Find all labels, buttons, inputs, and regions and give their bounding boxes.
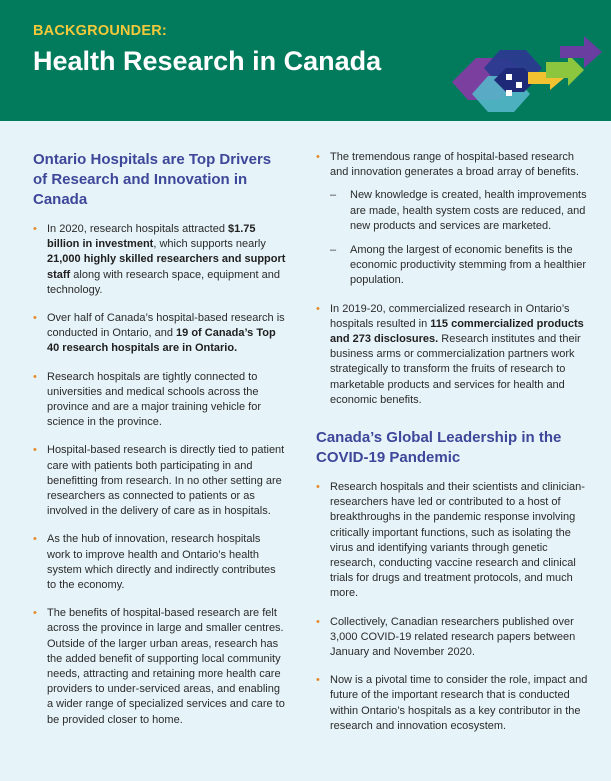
- bullet-item: [33, 311, 286, 357]
- right-bullet-list-1: [316, 150, 588, 408]
- bullet-item: [316, 615, 588, 661]
- bullet-text: In 2020, research hospitals attracted: [47, 223, 228, 235]
- bullet-text: The tremendous range of hospital-based research and innovation generates a broad array of benefits.: [330, 151, 579, 179]
- bullet-text-bold: 21,000 highly skilled researchers and support staff: [47, 253, 286, 281]
- bullet-item: [33, 222, 286, 298]
- bullet-item: [316, 150, 588, 289]
- bullet-item: [316, 302, 588, 408]
- right-column: [316, 150, 588, 747]
- sub-bullet-item: – New knowledge is created, health improvements are made, health system costs are reduced, and new products and services are marketed.: [330, 188, 588, 234]
- left-bullet-list: [33, 222, 286, 728]
- section-heading-ontario: Ontario Hospitals are Top Drivers of Research and Innovation in Canada: [33, 151, 272, 208]
- bullet-text: Hospital-based research is directly tied to patient care with patients both participating in and benefitting from research. In no other setting are researchers as connected to patients or as involved in the delivery of care as in hospitals.: [47, 444, 285, 518]
- kicker-label: BACKGROUNDER:: [33, 23, 167, 39]
- section-heading-covid: Canada’s Global Leadership in the COVID-19 Pandemic: [316, 429, 562, 467]
- arrow-chevrons-logo-icon: [448, 28, 608, 128]
- bullet-item: [33, 370, 286, 431]
- bullet-item: [33, 532, 286, 593]
- bullet-item: [316, 480, 588, 602]
- bullet-text: , which supports nearly: [153, 238, 266, 251]
- bullet-text: Over half of Canada’s hospital-based research is conducted in Ontario, and: [47, 312, 285, 340]
- bullet-text-bold: $1.75 billion in investment: [47, 223, 256, 251]
- right-bullet-list-2: [316, 480, 588, 734]
- bullet-text: The benefits of hospital-based research are felt across the province in large and smaller centres. Outside of the larger urban areas, research has the added benefit of supporting local community needs, attracting and retaining more health care providers to under-serviced areas, and enabling a wider range of specialized services and care to be provided closer to home.: [47, 607, 285, 726]
- bullet-item: [33, 606, 286, 728]
- bullet-text: Now is a pivotal time to consider the role, impact and future of the important research that is conducted within Ontario’s hospitals as a key contributor in the research and innovation ecosystem.: [330, 674, 588, 732]
- bullet-text-bold: 19 of Canada’s Top 40 research hospitals are in Ontario.: [47, 327, 276, 355]
- page-title: Health Research in Canada: [33, 46, 382, 76]
- bullet-text: Collectively, Canadian researchers published over 3,000 COVID-19 related research papers between January and November 2020.: [330, 615, 576, 659]
- bullet-text: In 2019-20, commercialized research in Ontario’s hospitals resulted in: [330, 302, 570, 330]
- header-banner: [0, 0, 611, 121]
- bullet-text: Research hospitals and their scientists and clinician-researchers have led or contributed to a host of breakthroughs in the pandemic response involving critically important functions, such as isolating the virus and identifying variants through genetic research, conducting vaccine research and clinical trials for drugs and treatment protocols, and much more.: [330, 481, 585, 600]
- left-column: [33, 150, 286, 741]
- bullet-text: Research hospitals are tightly connected to universities and medical schools across the province and are a major training vehicle for science in the province.: [47, 370, 262, 429]
- bullet-text: As the hub of innovation, research hospitals work to improve health and Ontario’s health system which directly and indirectly contributes to the economy.: [47, 533, 276, 592]
- bullet-item: [316, 673, 588, 734]
- bullet-item: [33, 443, 286, 519]
- bullet-text: along with research space, equipment and technology.: [47, 268, 280, 296]
- bullet-text: Research institutes and their business arms or commercialization partners work strategically to transform the fruits of research to marketable products and services for health and economic benefits.: [330, 333, 581, 406]
- sub-bullet-item: – Among the largest of economic benefits is the economic productivity stemming from a healthier population.: [330, 243, 588, 289]
- bullet-text-bold: 115 commercialized products and 273 disclosures.: [330, 317, 584, 346]
- sub-bullet-list: [330, 188, 588, 288]
